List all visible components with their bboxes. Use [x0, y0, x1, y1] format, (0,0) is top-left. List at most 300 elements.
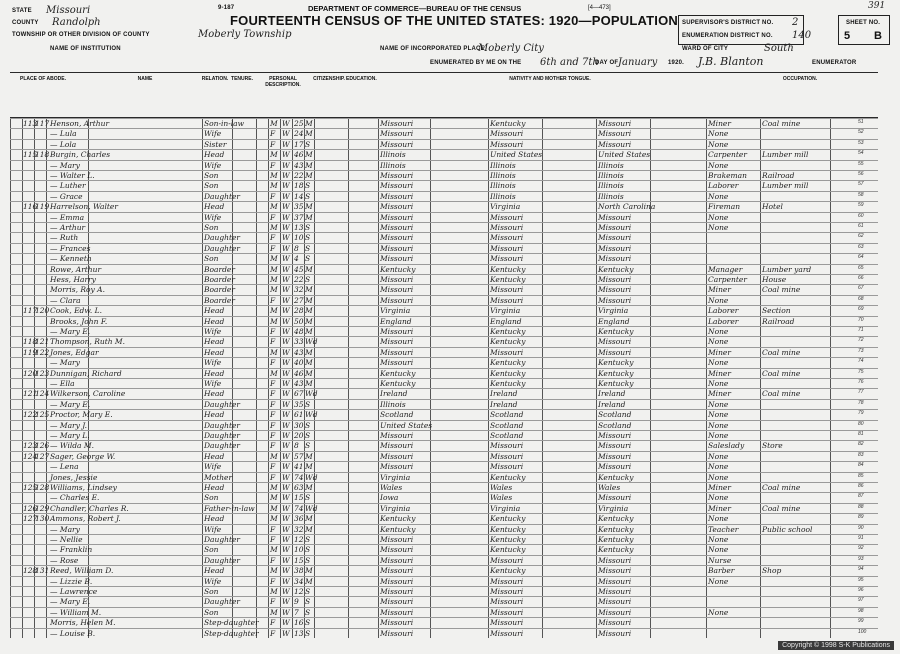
person-name: — Mary: [50, 160, 80, 170]
sheet-label: SHEET NO.: [846, 20, 881, 26]
person-name: — Clara: [50, 295, 81, 305]
person-name: — Emma: [50, 212, 85, 222]
mother-birthplace-cell: Scotland: [598, 420, 632, 430]
birthplace-cell: Missouri: [380, 233, 414, 243]
birthplace-cell: Missouri: [380, 254, 414, 264]
occupation-cell: Brakeman: [708, 171, 747, 180]
father-birthplace-cell: Missouri: [490, 597, 524, 607]
line-number: 78: [858, 399, 864, 406]
sex-cell: M: [270, 368, 278, 378]
line-number: 63: [858, 243, 864, 250]
age-cell: 61: [294, 410, 304, 420]
birthplace-cell: Wales: [380, 483, 403, 492]
marital-cell: M: [305, 316, 313, 326]
father-birthplace-cell: Missouri: [490, 576, 524, 586]
industry-cell: Railroad: [762, 316, 795, 326]
birthplace-cell: Missouri: [380, 462, 414, 472]
sex-cell: F: [270, 160, 276, 170]
age-cell: 14: [294, 191, 304, 201]
line-number: 84: [858, 462, 864, 469]
occupation-cell: Barber: [708, 566, 735, 576]
race-cell: W: [282, 431, 290, 440]
sex-cell: M: [270, 493, 278, 503]
birthplace-cell: Missouri: [380, 129, 414, 139]
incorporated-label: NAME OF INCORPORATED PLACE: [380, 46, 485, 52]
occupation-cell: Fireman: [708, 202, 741, 212]
birthplace-cell: Virginia: [380, 472, 411, 482]
group-place-of-abode: PLACE OF ABODE.: [20, 76, 66, 82]
person-name: Jones, Edgar: [50, 347, 99, 357]
father-birthplace-cell: Illinois: [490, 160, 516, 170]
family-number: 124: [35, 389, 50, 399]
person-name: Ammons, Robert J.: [50, 514, 121, 524]
line-number: 94: [858, 566, 864, 573]
age-cell: 12: [294, 587, 304, 596]
father-birthplace-cell: Kentucky: [490, 524, 526, 534]
occupation-cell: None: [708, 493, 729, 503]
line-number: 82: [858, 441, 864, 448]
marital-cell: M: [305, 524, 313, 534]
father-birthplace-cell: Missouri: [490, 462, 524, 472]
industry-cell: Coal mine: [762, 368, 801, 378]
relation-cell: Boarder: [204, 264, 235, 274]
father-birthplace-cell: Ireland: [490, 389, 518, 399]
sex-cell: F: [270, 212, 276, 222]
sex-cell: M: [270, 483, 278, 492]
line-number: 87: [858, 493, 864, 500]
relation-cell: Step-daughter: [204, 618, 259, 628]
birthplace-cell: Missouri: [380, 212, 414, 222]
father-birthplace-cell: England: [490, 316, 522, 326]
sex-cell: F: [270, 472, 276, 482]
relation-cell: Son: [204, 171, 219, 180]
occupation-cell: Laborer: [708, 181, 739, 191]
person-name: — Louise B.: [50, 628, 96, 638]
line-number: 99: [858, 618, 864, 625]
age-cell: 74: [294, 503, 304, 513]
marital-cell: M: [305, 129, 313, 139]
race-cell: W: [282, 389, 290, 399]
person-name: — Mary E.: [50, 327, 91, 336]
birthplace-cell: Missouri: [380, 441, 414, 451]
race-cell: W: [282, 566, 290, 576]
sex-cell: M: [270, 275, 278, 284]
supervisor-value: 2: [792, 17, 799, 28]
race-cell: W: [282, 327, 290, 336]
father-birthplace-cell: Wales: [490, 493, 513, 503]
relation-cell: Mother: [204, 472, 233, 482]
dwelling-number: 115: [23, 150, 38, 160]
relation-cell: Son: [204, 545, 219, 555]
race-cell: W: [282, 483, 290, 492]
county-value: Randolph: [52, 17, 101, 28]
person-name: — William M.: [50, 607, 102, 617]
mother-birthplace-cell: Missouri: [598, 451, 632, 461]
father-birthplace-cell: Scotland: [490, 420, 524, 430]
mother-birthplace-cell: Missouri: [598, 628, 632, 638]
incorporated-value: Moberly City: [478, 43, 544, 54]
dwelling-number: 127: [23, 514, 38, 524]
dwelling-number: 113: [23, 119, 38, 128]
sex-cell: F: [270, 243, 276, 253]
relation-cell: Wife: [204, 379, 222, 388]
line-number: 51: [858, 119, 864, 125]
age-cell: 28: [294, 306, 304, 316]
line-number: 77: [858, 389, 864, 396]
person-name: Wilkerson, Caroline: [50, 389, 126, 399]
marital-cell: M: [305, 295, 313, 305]
marital-cell: M: [305, 451, 313, 461]
relation-cell: Sister: [204, 139, 227, 149]
birthplace-cell: Missouri: [380, 587, 414, 596]
marital-cell: M: [305, 327, 313, 336]
ward-value: South: [764, 43, 794, 54]
mother-birthplace-cell: Illinois: [598, 181, 624, 191]
father-birthplace-cell: Kentucky: [490, 358, 526, 368]
age-cell: 17: [294, 139, 304, 149]
relation-cell: Son-in-law: [204, 119, 245, 128]
marital-cell: M: [305, 576, 313, 586]
birthplace-cell: Missouri: [380, 358, 414, 368]
race-cell: W: [282, 587, 290, 596]
age-cell: 4: [294, 254, 299, 264]
dwelling-number: 126: [23, 503, 38, 513]
sex-cell: F: [270, 628, 276, 638]
line-number: 67: [858, 285, 864, 292]
occupation-cell: None: [708, 545, 729, 555]
occupation-cell: None: [708, 160, 729, 170]
age-cell: 22: [294, 275, 304, 284]
person-name: — Wilda M.: [50, 441, 94, 451]
enumerated-value: 6th and 7th: [540, 57, 599, 68]
marital-cell: M: [305, 202, 313, 212]
race-cell: W: [282, 171, 290, 180]
age-cell: 46: [294, 150, 304, 160]
sex-cell: F: [270, 358, 276, 368]
mother-birthplace-cell: Kentucky: [598, 358, 634, 368]
marital-cell: M: [305, 212, 313, 222]
person-name: Cook, Edw. L.: [50, 306, 103, 316]
occupation-cell: Saleslady: [708, 441, 745, 451]
industry-cell: House: [762, 275, 787, 284]
race-cell: W: [282, 119, 290, 128]
birthplace-cell: Missouri: [380, 618, 414, 628]
birthplace-cell: Missouri: [380, 607, 414, 617]
marital-cell: M: [305, 358, 313, 368]
birthplace-cell: Missouri: [380, 535, 414, 544]
mother-birthplace-cell: Kentucky: [598, 379, 634, 388]
mother-birthplace-cell: North Carolina: [598, 202, 656, 212]
father-birthplace-cell: Virginia: [490, 503, 521, 513]
race-cell: W: [282, 618, 290, 628]
person-name: Burgin, Charles: [50, 150, 111, 160]
marital-cell: M: [305, 347, 313, 357]
relation-cell: Wife: [204, 129, 222, 139]
mother-birthplace-cell: Missouri: [598, 462, 632, 472]
person-name: — Grace: [50, 191, 83, 201]
family-number: 118: [35, 150, 50, 160]
person-name: Chandler, Charles R.: [50, 503, 129, 513]
father-birthplace-cell: Kentucky: [490, 379, 526, 388]
industry-cell: Store: [762, 441, 783, 451]
person-name: Rowe, Arthur: [50, 264, 102, 274]
age-cell: 15: [294, 555, 304, 565]
birthplace-cell: Missouri: [380, 191, 414, 201]
marital-cell: M: [305, 119, 313, 128]
marital-cell: M: [305, 462, 313, 472]
sex-cell: F: [270, 535, 276, 544]
relation-cell: Head: [204, 483, 225, 492]
relation-cell: Boarder: [204, 295, 235, 305]
line-number: 54: [858, 150, 864, 157]
birthplace-cell: Missouri: [380, 597, 414, 607]
day-label: DAY OF: [595, 60, 619, 66]
father-birthplace-cell: Missouri: [490, 628, 524, 638]
race-cell: W: [282, 202, 290, 212]
marital-cell: S: [305, 441, 311, 451]
person-name: — Lizzie B.: [50, 576, 93, 586]
line-number: 95: [858, 576, 864, 583]
sex-cell: F: [270, 555, 276, 565]
relation-cell: Head: [204, 306, 225, 316]
sex-cell: F: [270, 191, 276, 201]
marital-cell: M: [305, 379, 313, 388]
state-label: STATE: [12, 8, 32, 14]
sex-cell: M: [270, 202, 278, 212]
father-birthplace-cell: Missouri: [490, 139, 524, 149]
father-birthplace-cell: Missouri: [490, 223, 524, 232]
sex-cell: F: [270, 597, 276, 607]
father-birthplace-cell: Missouri: [490, 587, 524, 596]
line-number: 53: [858, 139, 864, 146]
marital-cell: S: [305, 555, 311, 565]
father-birthplace-cell: Kentucky: [490, 119, 526, 128]
person-name: — Mary E.: [50, 399, 91, 409]
father-birthplace-cell: Missouri: [490, 555, 524, 565]
industry-cell: Shop: [762, 566, 782, 576]
person-name: — Mary L.: [50, 431, 90, 440]
marital-cell: M: [305, 285, 313, 295]
industry-cell: Hotel: [762, 202, 783, 212]
person-name: Morris, Helen M.: [50, 618, 116, 628]
person-name: — Walter L.: [50, 171, 95, 180]
father-birthplace-cell: Kentucky: [490, 566, 526, 576]
person-name: — Ruth: [50, 233, 79, 243]
birthplace-cell: Missouri: [380, 566, 414, 576]
ed-value: 140: [792, 30, 812, 41]
line-number: 69: [858, 306, 864, 313]
race-cell: W: [282, 295, 290, 305]
race-cell: W: [282, 191, 290, 201]
stamp-number: 391: [868, 1, 886, 11]
relation-cell: Son: [204, 254, 219, 264]
race-cell: W: [282, 597, 290, 607]
sex-cell: F: [270, 441, 276, 451]
race-cell: W: [282, 410, 290, 420]
father-birthplace-cell: Missouri: [490, 295, 524, 305]
occupation-cell: Miner: [708, 119, 731, 128]
father-birthplace-cell: Missouri: [490, 618, 524, 628]
occupation-cell: Miner: [708, 389, 731, 399]
person-name: Morris, Roy A.: [50, 285, 105, 295]
father-birthplace-cell: Ireland: [490, 399, 518, 409]
age-cell: 33: [294, 337, 304, 347]
mother-birthplace-cell: England: [598, 316, 630, 326]
relation-cell: Wife: [204, 327, 222, 336]
age-cell: 74: [294, 472, 304, 482]
sex-cell: M: [270, 545, 278, 555]
mother-birthplace-cell: Kentucky: [598, 327, 634, 336]
marital-cell: M: [305, 306, 313, 316]
line-number: 62: [858, 233, 864, 240]
relation-cell: Wife: [204, 358, 222, 368]
race-cell: W: [282, 150, 290, 160]
mother-birthplace-cell: Illinois: [598, 160, 624, 170]
sex-cell: M: [270, 566, 278, 576]
line-number: 71: [858, 327, 864, 333]
occupation-cell: None: [708, 139, 729, 149]
race-cell: W: [282, 316, 290, 326]
line-number: 92: [858, 545, 864, 552]
relation-cell: Daughter: [204, 243, 240, 253]
sex-cell: M: [270, 514, 278, 524]
family-number: 131: [35, 566, 50, 576]
relation-cell: Head: [204, 566, 225, 576]
occupation-cell: Nurse: [708, 555, 732, 565]
line-number: 66: [858, 275, 864, 281]
line-number: 60: [858, 212, 864, 219]
birthplace-cell: Scotland: [380, 410, 414, 420]
mother-birthplace-cell: Missouri: [598, 597, 632, 607]
age-cell: 34: [294, 576, 304, 586]
occupation-cell: None: [708, 462, 729, 472]
relation-cell: Head: [204, 316, 225, 326]
birthplace-cell: Missouri: [380, 275, 414, 284]
mother-birthplace-cell: Missouri: [598, 607, 632, 617]
line-number: 100: [858, 628, 867, 635]
birthplace-cell: Missouri: [380, 576, 414, 586]
birthplace-cell: Virginia: [380, 306, 411, 316]
marital-cell: M: [305, 514, 313, 524]
sex-cell: F: [270, 431, 276, 440]
occupation-cell: Miner: [708, 285, 731, 295]
dwelling-number: 119: [23, 347, 38, 357]
father-birthplace-cell: Missouri: [490, 441, 524, 451]
father-birthplace-cell: Missouri: [490, 347, 524, 357]
age-cell: 63: [294, 483, 304, 492]
family-number: 123: [35, 368, 50, 378]
age-cell: 36: [294, 514, 304, 524]
father-birthplace-cell: Missouri: [490, 607, 524, 617]
age-cell: 43: [294, 347, 304, 357]
dwelling-number: 116: [23, 202, 38, 212]
census-table: [10, 118, 878, 638]
marital-cell: Wd: [305, 472, 318, 482]
age-cell: 46: [294, 368, 304, 378]
occupation-cell: Laborer: [708, 306, 739, 316]
person-name: — Rose: [50, 555, 79, 565]
ward-label: WARD OF CITY: [682, 46, 729, 52]
marital-cell: S: [305, 233, 311, 243]
census-title: FOURTEENTH CENSUS OF THE UNITED STATES: 1920—POPULATION: [230, 13, 678, 28]
family-number: 122: [35, 347, 50, 357]
occupation-cell: None: [708, 410, 729, 420]
relation-cell: Daughter: [204, 191, 240, 201]
occupation-cell: None: [708, 327, 729, 336]
line-number: 52: [858, 129, 864, 136]
line-number: 80: [858, 420, 864, 427]
marital-cell: S: [305, 597, 311, 607]
line-number: 56: [858, 171, 864, 177]
dwelling-number: 122: [23, 410, 38, 420]
line-number: 98: [858, 607, 864, 614]
dwelling-number: 121: [23, 389, 38, 399]
birthplace-cell: England: [380, 316, 412, 326]
age-cell: 45: [294, 264, 304, 274]
marital-cell: S: [305, 618, 311, 628]
race-cell: W: [282, 358, 290, 368]
occupation-cell: None: [708, 431, 729, 440]
marital-cell: S: [305, 607, 311, 617]
person-name: Williams, Lindsey: [50, 483, 117, 492]
relation-cell: Daughter: [204, 431, 240, 440]
relation-cell: Head: [204, 514, 225, 524]
age-cell: 40: [294, 358, 304, 368]
sex-cell: M: [270, 264, 278, 274]
sex-cell: F: [270, 524, 276, 534]
sex-cell: M: [270, 503, 278, 513]
birthplace-cell: Missouri: [380, 139, 414, 149]
industry-cell: Coal mine: [762, 503, 801, 513]
age-cell: 10: [294, 233, 304, 243]
township-value: Moberly Township: [198, 29, 292, 40]
occupation-cell: None: [708, 399, 729, 409]
industry-cell: Coal mine: [762, 483, 801, 492]
relation-cell: Head: [204, 451, 225, 461]
line-number: 88: [858, 503, 864, 510]
marital-cell: S: [305, 587, 311, 596]
father-birthplace-cell: Illinois: [490, 191, 516, 201]
occupation-cell: None: [708, 337, 729, 347]
marital-cell: S: [305, 431, 311, 440]
mother-birthplace-cell: Illinois: [598, 171, 624, 180]
father-birthplace-cell: Kentucky: [490, 368, 526, 378]
person-name: — Charles E.: [50, 493, 100, 503]
mother-birthplace-cell: Kentucky: [598, 472, 634, 482]
sex-cell: M: [270, 119, 278, 128]
age-cell: 43: [294, 379, 304, 388]
father-birthplace-cell: Missouri: [490, 129, 524, 139]
line-number: 81: [858, 431, 864, 437]
father-birthplace-cell: Kentucky: [490, 472, 526, 482]
occupation-cell: Miner: [708, 347, 731, 357]
sex-cell: F: [270, 576, 276, 586]
race-cell: W: [282, 264, 290, 274]
race-cell: W: [282, 223, 290, 232]
mother-birthplace-cell: Missouri: [598, 337, 632, 347]
age-cell: 35: [294, 399, 304, 409]
age-cell: 16: [294, 618, 304, 628]
relation-cell: Wife: [204, 212, 222, 222]
mother-birthplace-cell: Scotland: [598, 410, 632, 420]
sex-cell: F: [270, 420, 276, 430]
father-birthplace-cell: Missouri: [490, 243, 524, 253]
mother-birthplace-cell: Missouri: [598, 431, 632, 440]
family-number: 129: [35, 503, 50, 513]
relation-cell: Daughter: [204, 597, 240, 607]
marital-cell: S: [305, 243, 311, 253]
sex-cell: M: [270, 171, 278, 180]
